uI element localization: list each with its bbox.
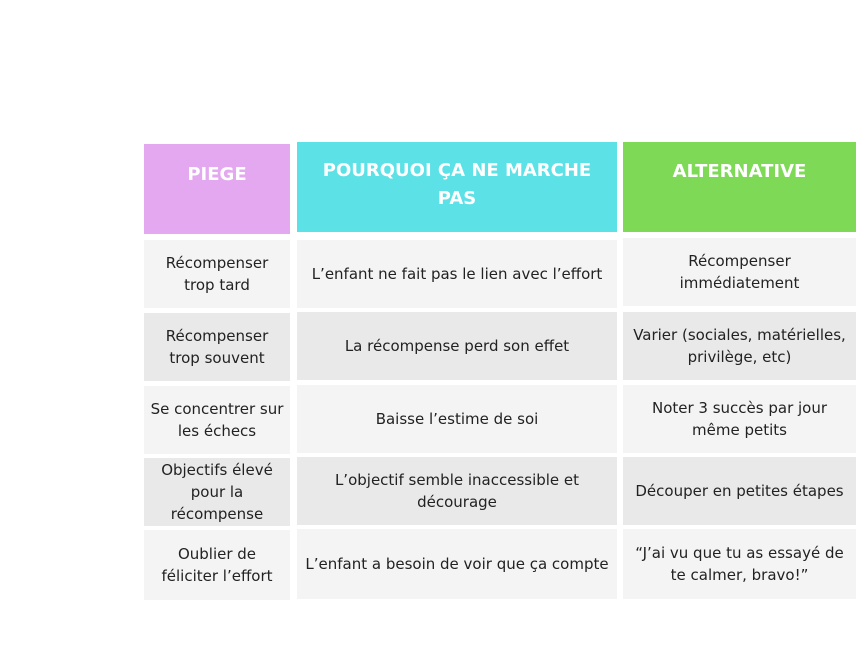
cell-alternative-3: Noter 3 succès par jour même petits <box>623 385 856 453</box>
cell-alternative-4: Découper en petites étapes <box>623 457 856 525</box>
cell-alternative-5: “J’ai vu que tu as essayé de te calmer, bravo!” <box>623 529 856 599</box>
cell-piege-4: Objectifs élevé pour la récompense <box>144 458 290 526</box>
cell-piege-3: Se concentrer sur les échecs <box>144 386 290 454</box>
cell-pourquoi-3: Baisse l’estime de soi <box>297 385 617 453</box>
cell-pourquoi-2: La récompense perd son effet <box>297 312 617 380</box>
header-pourquoi-label: POURQUOI ÇA NE MARCHE PAS <box>322 160 592 209</box>
header-alternative-label: ALTERNATIVE <box>672 161 807 182</box>
cell-alternative-1: Récompenser immédiatement <box>623 238 856 306</box>
header-alternative <box>623 142 856 232</box>
cell-pourquoi-5: L’enfant a besoin de voir que ça compte <box>297 529 617 599</box>
cell-piege-5: Oublier de féliciter l’effort <box>144 530 290 600</box>
cell-alternative-2: Varier (sociales, matérielles, privilège, etc) <box>623 312 856 380</box>
header-pourquoi <box>297 142 617 232</box>
header-piege-label: PIEGE <box>187 164 247 185</box>
cell-piege-1: Récompenser trop tard <box>144 240 290 308</box>
cell-pourquoi-4: L’objectif semble inaccessible et décourage <box>297 457 617 525</box>
cell-pourquoi-1: L’enfant ne fait pas le lien avec l’effort <box>297 240 617 308</box>
header-piege <box>144 144 290 234</box>
cell-piege-2: Récompenser trop souvent <box>144 313 290 381</box>
